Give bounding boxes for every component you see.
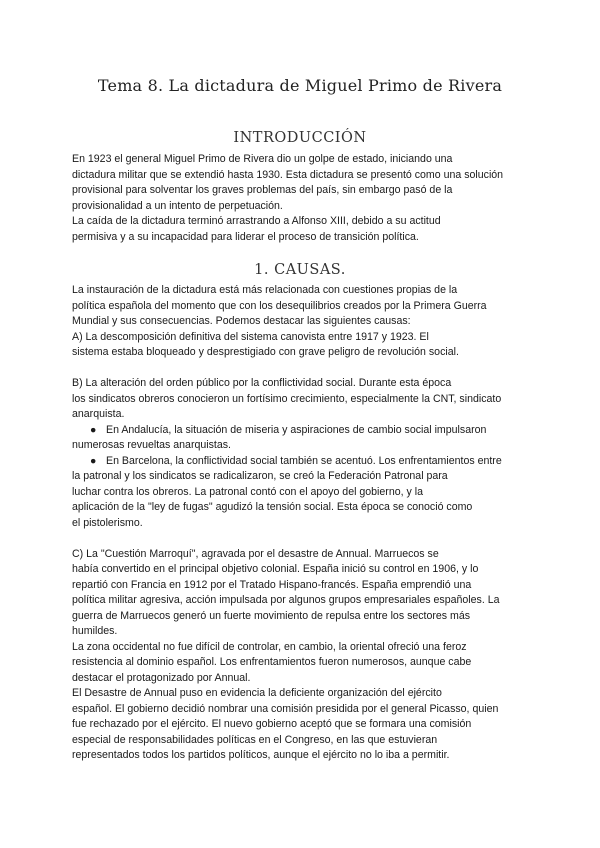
- text-line: provisionalidad a un intento de perpetuación.: [72, 199, 283, 212]
- bullet-dot-icon: ●: [90, 454, 97, 467]
- text-line: B) La alteración del orden público por la conflictividad social. Durante esta época: [72, 377, 452, 389]
- text-line: especial de responsabilidades políticas en el Congreso, en las que estuvieran: [72, 733, 438, 746]
- paragraph-gap: [72, 531, 532, 547]
- text-line: La instauración de la dictadura está más relacionada con cuestiones propias de la: [72, 284, 458, 296]
- text-line: En Barcelona, la conflictividad social también se acentuó. Los enfrentamientos entre: [106, 454, 502, 467]
- text-line: humildes.: [72, 625, 118, 637]
- text-line: dictadura militar que se extendió hasta 1930. Esta dictadura se presentó como una solución: [72, 168, 504, 181]
- text-line: español. El gobierno decidió nombrar una comisión presidida por el general Picasso, quien: [72, 702, 499, 715]
- text-line: el pistolerismo.: [72, 516, 143, 529]
- text-line: la patronal y los sindicatos se radicalizaron, se creó la Federación Patronal para: [72, 470, 448, 482]
- document-title: Tema 8. La dictadura de Miguel Primo de Rivera: [97, 76, 503, 95]
- text-line: anarquista.: [72, 408, 125, 420]
- paragraph-gap: [72, 361, 532, 377]
- intro-heading: INTRODUCCIÓN: [233, 130, 367, 146]
- text-line: resistencia al dominio español. Los enfrentamientos fueron numerosos, aunque cabe: [72, 656, 472, 668]
- text-line: política española del momento que con los desequilibrios creados por la Primera Guerra: [72, 299, 487, 312]
- text-line: sistema estaba bloqueado y desprestigiado con grave peligro de revolución social.: [72, 346, 459, 358]
- text-line: El Desastre de Annual puso en evidencia la deficiente organización del ejército: [72, 687, 442, 699]
- text-line: luchar contra los obreros. La patronal contó con el apoyo del gobierno, y la: [72, 485, 423, 498]
- bullet-item: [72, 423, 532, 439]
- intro-paragraph: [72, 152, 532, 245]
- text-line: En 1923 el general Miguel Primo de Rivera dio un golpe de estado, iniciando una: [72, 153, 453, 165]
- text-line: política militar agresiva, acción impulsada por algunos grupos empresariales españoles. La: [72, 594, 500, 606]
- bullet-item: [72, 454, 532, 470]
- text-line: había convertido en el principal objetivo colonial. España inició su control en 1906, y lo: [72, 563, 479, 575]
- text-line: destacar el protagonizado por Annual.: [72, 671, 251, 684]
- bullet-dot-icon: ●: [90, 423, 97, 436]
- text-line: representados todos los partidos políticos, aunque el ejército no lo iba a permitir.: [72, 749, 450, 761]
- text-line: Mundial y sus consecuencias. Podemos destacar las siguientes causas:: [72, 315, 411, 327]
- text-line: repartió con Francia en 1912 por el Tratado Hispano-francés. España emprendió una: [72, 578, 472, 591]
- text-line: C) La "Cuestión Marroquí", agravada por el desastre de Annual. Marruecos se: [72, 547, 439, 560]
- text-line: provisional para solventar los graves problemas del país, sin embargo pasó de la: [72, 184, 453, 196]
- text-line: En Andalucía, la situación de miseria y aspiraciones de cambio social impulsaron: [106, 423, 487, 436]
- causas-heading: 1. CAUSAS.: [254, 262, 346, 278]
- text-line: fue rechazado por el ejército. El nuevo gobierno aceptó que se formara una comisión: [72, 718, 472, 730]
- text-line: los sindicatos obreros conocieron un fortísimo crecimiento, especialmente la CNT, sindicato: [72, 392, 502, 405]
- text-line: permisiva y a su incapacidad para liderar el proceso de transición política.: [72, 230, 419, 243]
- text-line: aplicación de la "ley de fugas" agudizó la tensión social. Esta época se conoció como: [72, 501, 473, 513]
- text-line: numerosas revueltas anarquistas.: [72, 439, 231, 451]
- text-line: A) La descomposición definitiva del sistema canovista entre 1917 y 1923. El: [72, 330, 429, 343]
- text-line: La caída de la dictadura terminó arrastrando a Alfonso XIII, debido a su actitud: [72, 215, 441, 227]
- causas-body: [72, 283, 532, 764]
- text-line: La zona occidental no fue difícil de controlar, en cambio, la oriental ofreció una feroz: [72, 640, 467, 653]
- text-line: guerra de Marruecos generó un fuerte movimiento de repulsa entre los sectores más: [72, 609, 471, 622]
